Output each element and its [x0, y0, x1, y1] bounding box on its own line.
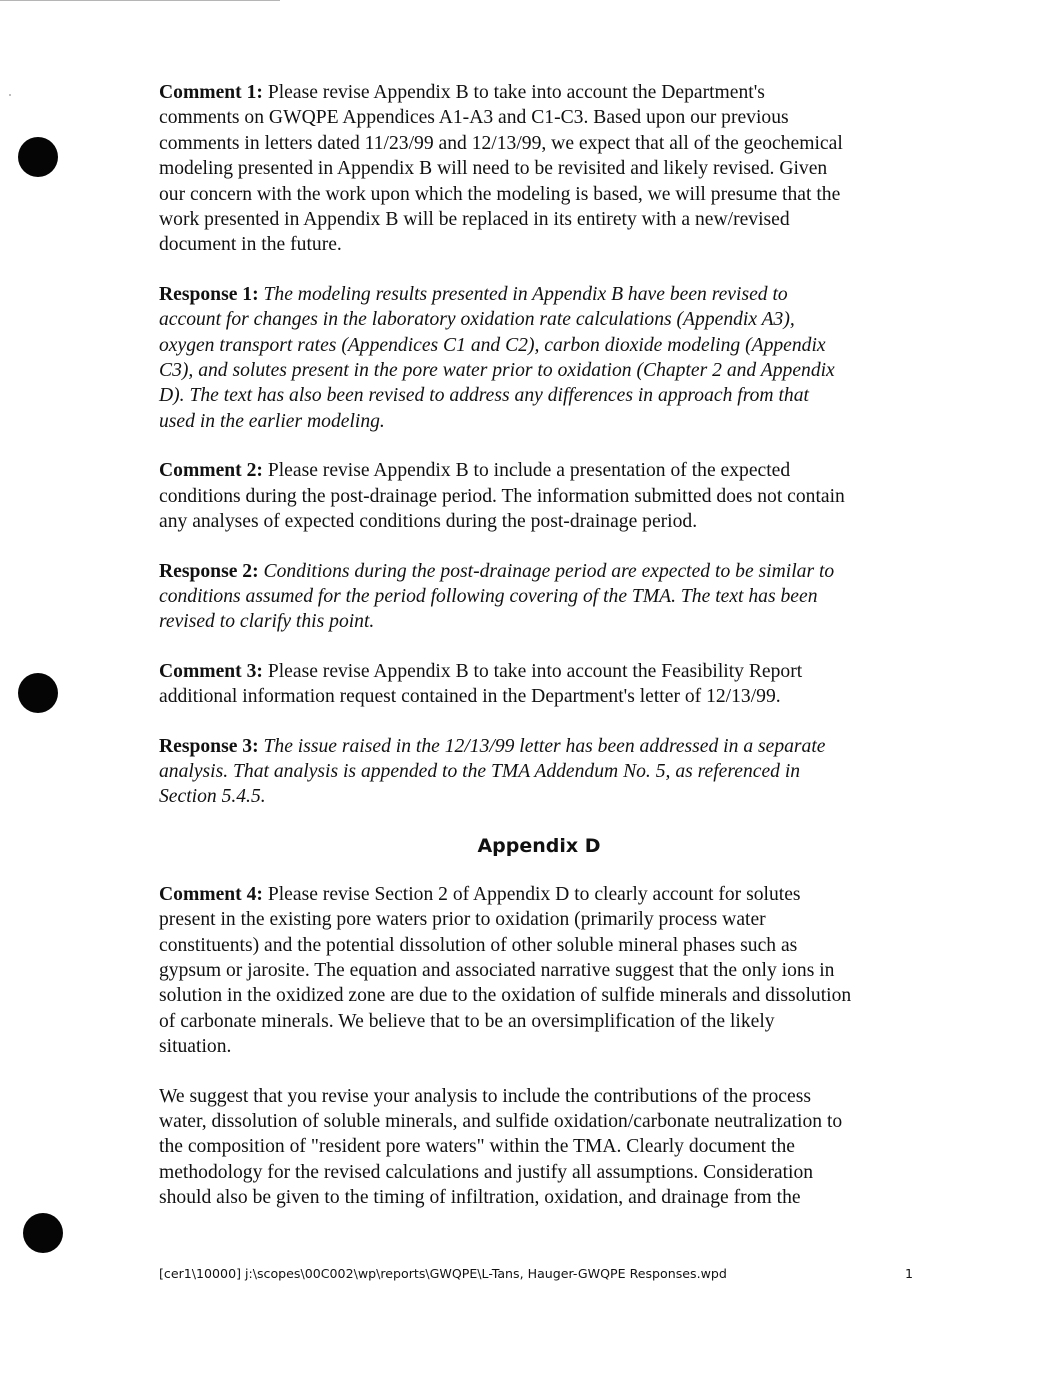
comment-1-label: Comment 1: [159, 82, 263, 103]
response-1-line-4: C3), and solutes present in the pore water prior to oxidation (Chapter 2 and Appendix [159, 360, 835, 382]
response-1 [159, 282, 911, 434]
punch-hole-middle [18, 673, 58, 713]
response-1-line-2: account for changes in the laboratory oxidation rate calculations (Appendix A3), [159, 309, 795, 331]
comment-1-line-1: Please revise Appendix B to take into account the Department's [262, 82, 765, 103]
response-1-line-5: D). The text has also been revised to address any differences in approach from that [159, 385, 809, 407]
punch-hole-bottom [23, 1213, 63, 1253]
comment-1-line-2: comments on GWQPE Appendices A1-A3 and C1-C3. Based upon our previous [159, 107, 789, 129]
response-1-line-3: oxygen transport rates (Appendices C1 and C2), carbon dioxide modeling (Appendix [159, 334, 826, 356]
footer-file-path: [cer1\10000] j:\scopes\00C002\wp\reports\GWQPE\L-Tans, Hauger-GWQPE Responses.wpd [159, 1266, 727, 1281]
spacer [159, 635, 911, 659]
document-body [159, 80, 911, 1211]
spacer [159, 258, 911, 282]
response-3 [159, 734, 911, 810]
comment-3-line-1: Please revise Appendix B to take into account the Feasibility Report [262, 660, 803, 682]
comment-2-line-2: conditions during the post-drainage period. The information submitted does not contain [159, 485, 845, 507]
scan-speck [9, 94, 11, 96]
comment-2-line-3: any analyses of expected conditions during the post-drainage period. [159, 511, 698, 533]
suggestion-line-3: the composition of "resident pore waters" within the TMA. Clearly document the [159, 1136, 795, 1158]
spacer [159, 858, 911, 882]
page-number: 1 [905, 1266, 914, 1281]
response-3-line-3: Section 5.4.5. [159, 786, 266, 808]
comment-4-line-1: Please revise Section 2 of Appendix D to clearly account for solutes [262, 883, 801, 905]
response-1-line-6: used in the earlier modeling. [159, 410, 385, 432]
comment-4-line-4: gypsum or jarosite. The equation and associated narrative suggest that the only ions in [159, 959, 835, 981]
comment-3 [159, 659, 911, 710]
response-2-label: Response 2: [159, 560, 259, 582]
comment-4-label: Comment 4: [159, 883, 263, 905]
comment-3-line-2: additional information request contained in the Department's letter of 12/13/99. [159, 686, 781, 708]
comment-4-line-6: of carbonate minerals. We believe that to be an oversimplification of the likely [159, 1010, 775, 1032]
spacer [159, 1060, 911, 1084]
scan-top-rule [0, 0, 280, 1]
comment-1-line-7: document in the future. [159, 234, 342, 256]
comment-1-line-5: our concern with the work upon which the modeling is based, we will presume that the [159, 183, 841, 205]
comment-2 [159, 458, 911, 534]
response-1-line-1: The modeling results presented in Appendix B have been revised to [258, 283, 788, 305]
comment-4-line-7: situation. [159, 1036, 232, 1058]
response-3-line-2: analysis. That analysis is appended to the TMA Addendum No. 5, as referenced in [159, 760, 801, 782]
comment-4 [159, 882, 911, 1060]
punch-hole-top [18, 137, 58, 177]
suggestion-line-4: methodology for the revised calculations and justify all assumptions. Consideration [159, 1161, 814, 1183]
comment-1 [159, 80, 911, 258]
response-2-line-2: conditions assumed for the period following covering of the TMA. The text has been [159, 585, 818, 607]
comment-2-line-1: Please revise Appendix B to include a presentation of the expected [262, 460, 791, 482]
spacer [159, 810, 911, 834]
suggestion-line-1: We suggest that you revise your analysis to include the contributions of the process [159, 1085, 811, 1107]
response-3-label: Response 3: [159, 735, 259, 757]
suggestion-line-5: should also be given to the timing of infiltration, oxidation, and drainage from the [159, 1187, 801, 1209]
suggestion-paragraph [159, 1084, 911, 1211]
comment-4-line-3: constituents) and the potential dissolution of other soluble mineral phases such as [159, 934, 798, 956]
spacer [159, 710, 911, 734]
comment-1-line-6: work presented in Appendix B will be replaced in its entirety with a new/revised [159, 209, 790, 231]
comment-4-line-2: present in the existing pore waters prior to oxidation (primarily process water [159, 909, 766, 931]
comment-3-label: Comment 3: [159, 660, 263, 682]
comment-1-line-4: modeling presented in Appendix B will need to be revisited and likely revised. Given [159, 158, 828, 180]
response-2 [159, 559, 911, 635]
comment-1-line-3: comments in letters dated 11/23/99 and 12/13/99, we expect that all of the geochemical [159, 132, 843, 154]
response-2-line-3: revised to clarify this point. [159, 611, 375, 633]
comment-4-line-5: solution in the oxidized zone are due to the oxidation of sulfide minerals and dissolution [159, 985, 852, 1007]
response-1-label: Response 1: [159, 283, 259, 305]
spacer [159, 535, 911, 559]
comment-2-label: Comment 2: [159, 460, 263, 482]
appendix-d-heading: Appendix D [477, 834, 601, 857]
response-2-line-1: Conditions during the post-drainage period are expected to be similar to [258, 560, 835, 582]
response-3-line-1: The issue raised in the 12/13/99 letter has been addressed in a separate [258, 735, 826, 757]
spacer [159, 434, 911, 458]
suggestion-line-2: water, dissolution of soluble minerals, and sulfide oxidation/carbonate neutralization to [159, 1111, 843, 1132]
